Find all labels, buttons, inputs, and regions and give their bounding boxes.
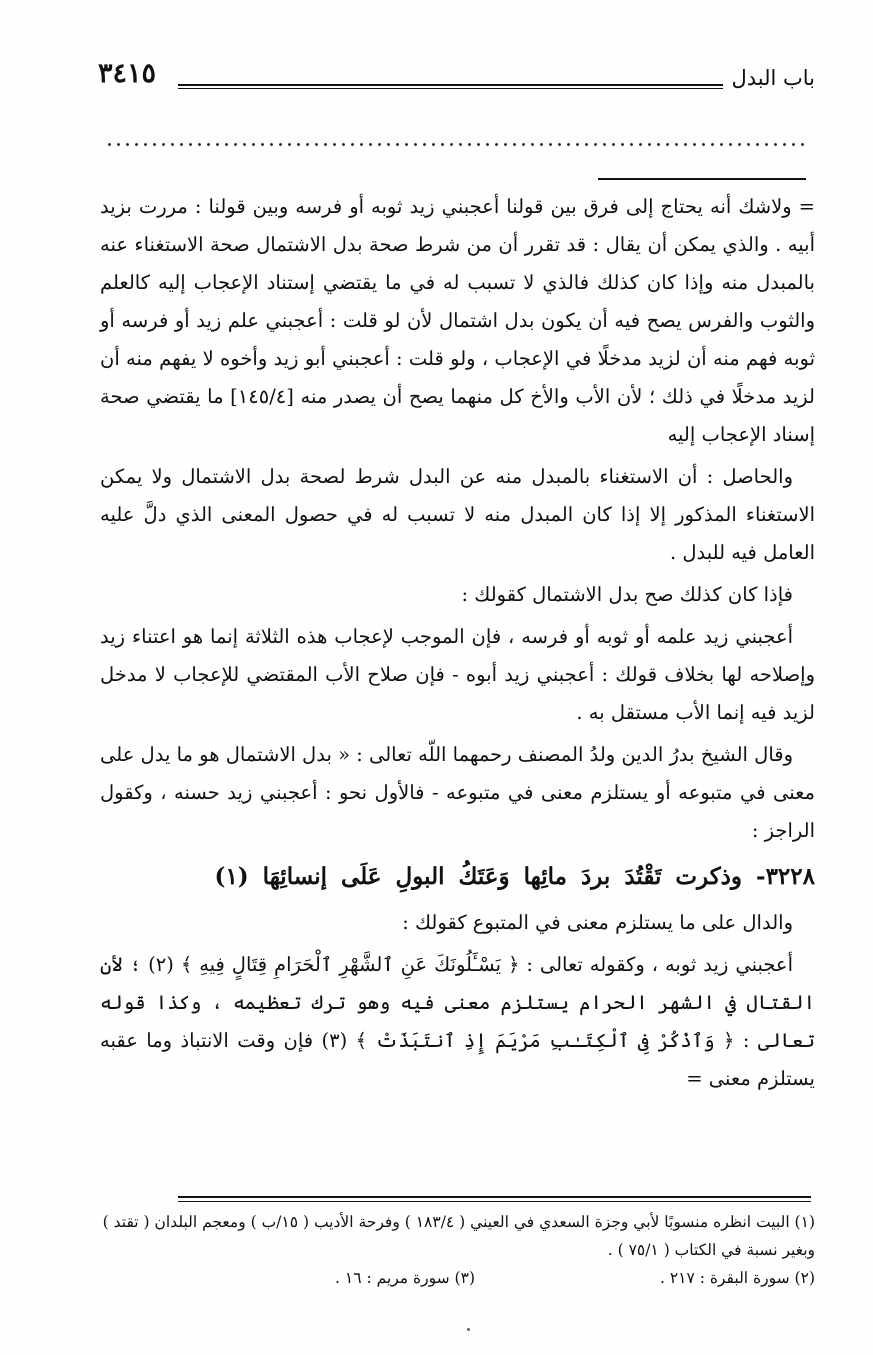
paragraph-example: أعجبني زيد علمه أو ثوبه أو فرسه ، فإن الموجب لإعجاب هذه الثلاثة إنما هو اعتناء زيد وإصلاحه لها بخلاف قولك : أعجبني زيد أبوه - فإن صلاح الأب المقتضي للإعجاب لا مدخل لزيد فيه إنما الأب مستقل به . [100, 625, 815, 724]
header-rule-thin [178, 88, 723, 89]
header-rule [178, 84, 723, 86]
scan-speck [467, 1328, 470, 1331]
footnote-1: (١) البيت انظره منسوبًا لأبي وجزة السعدي في العيني ( ١٨٣/٤ ) وفرحة الأديب ( ١٥/ب ) ومعجم البلدان ( تقتد ) وبغير نسبة في الكتاب ( ٧٥/١ ) . [102, 1213, 815, 1259]
continuation-rule [598, 178, 806, 180]
chapter-title: باب البدل [731, 66, 815, 90]
footnote-row [100, 1264, 815, 1292]
footnote-3: (٣) سورة مريم : ١٦ . [335, 1269, 475, 1287]
footnotes [100, 1208, 815, 1292]
paragraph-quote: وقال الشيخ بدرُ الدين ولدُ المصنف رحمهما اللّه تعالى : « بدل الاشتمال هو ما يدل على معنى في متبوعه أو يستلزم معنى في متبوعه - فالأول نحو : أعجبني زيد حسنه ، وكقول الراجز : [100, 743, 815, 842]
paragraph-second-type: والدال على ما يستلزم معنى في المتبوع كقولك : [402, 911, 793, 934]
footnote-rule-thin [178, 1201, 811, 1202]
paragraph-quran-examples: أعجبني زيد ثوبه ، وكقوله تعالى : ﴿ يَسْـَٔلُونَكَ عَنِ ٱلشَّهْرِ ٱلْحَرَامِ قِتَالٍ فِيهِ ﴾ (٢) ؛ لأن القتال في الشهر الحرام يستلزم معنى فيه وهو ترك تعظيمه ، وكذا قوله تعالى : ﴿ وَٱذْكُرْ فِى ٱلْكِتَـٰبِ مَرْيَمَ إِذِ ٱنتَبَذَتْ ﴾ (٣) فإن وقت الانتباذ وما عقبه يستلزم معنى = [100, 953, 815, 1090]
poetry-verse: ٣٢٢٨- وذكرت تَقْتُدَ بردَ مائِها وَعَتَكُ البولِ عَلَى إنسائِهَا (١) [214, 863, 815, 890]
dotted-separator [105, 143, 810, 146]
main-text [100, 188, 815, 1098]
page-number: ٣٤١٥ [98, 58, 157, 89]
footnote-rule [178, 1196, 811, 1198]
paragraph-conclusion: والحاصل : أن الاستغناء بالمبدل منه عن البدل شرط لصحة بدل الاشتمال ولا يمكن الاستغناء المذكور إلا إذا كان المبدل منه لا تسبب له في حصول المعنى الذي دلَّ عليه العامل فيه للبدل . [100, 465, 815, 564]
paragraph-condition: فإذا كان كذلك صح بدل الاشتمال كقولك : [461, 583, 793, 606]
paragraph-continuation: = ولاشك أنه يحتاج إلى فرق بين قولنا أعجبني زيد ثوبه أو فرسه وبين قولنا : مررت بزيد أبيه . والذي يمكن أن يقال : قد تقرر أن من شرط صحة بدل الاشتمال صحة الاستغناء عنه بالمبدل منه وإذا كان كذلك فالذي لا تسبب له في ما يقتضي إستناد الإعجاب إليه كالعلم والثوب والفرس يصح فيه أن يكون بدل اشتمال لأن لو قلت : أعجبني علم زيد أو فرسه أو ثوبه فهم منه أن لزيد مدخلًا في الإعجاب ، ولو قلت : أعجبني أبو زيد وأخوه لا يفهم منه أن لزيد مدخلًا في ذلك ؛ لأن الأب والأخ كل منهما يصح أن يصدر منه [١٤٥/٤] ما يقتضي صحة إسناد الإعجاب إليه [100, 195, 815, 446]
footnote-2: (٢) سورة البقرة : ٢١٧ . [659, 1269, 815, 1287]
